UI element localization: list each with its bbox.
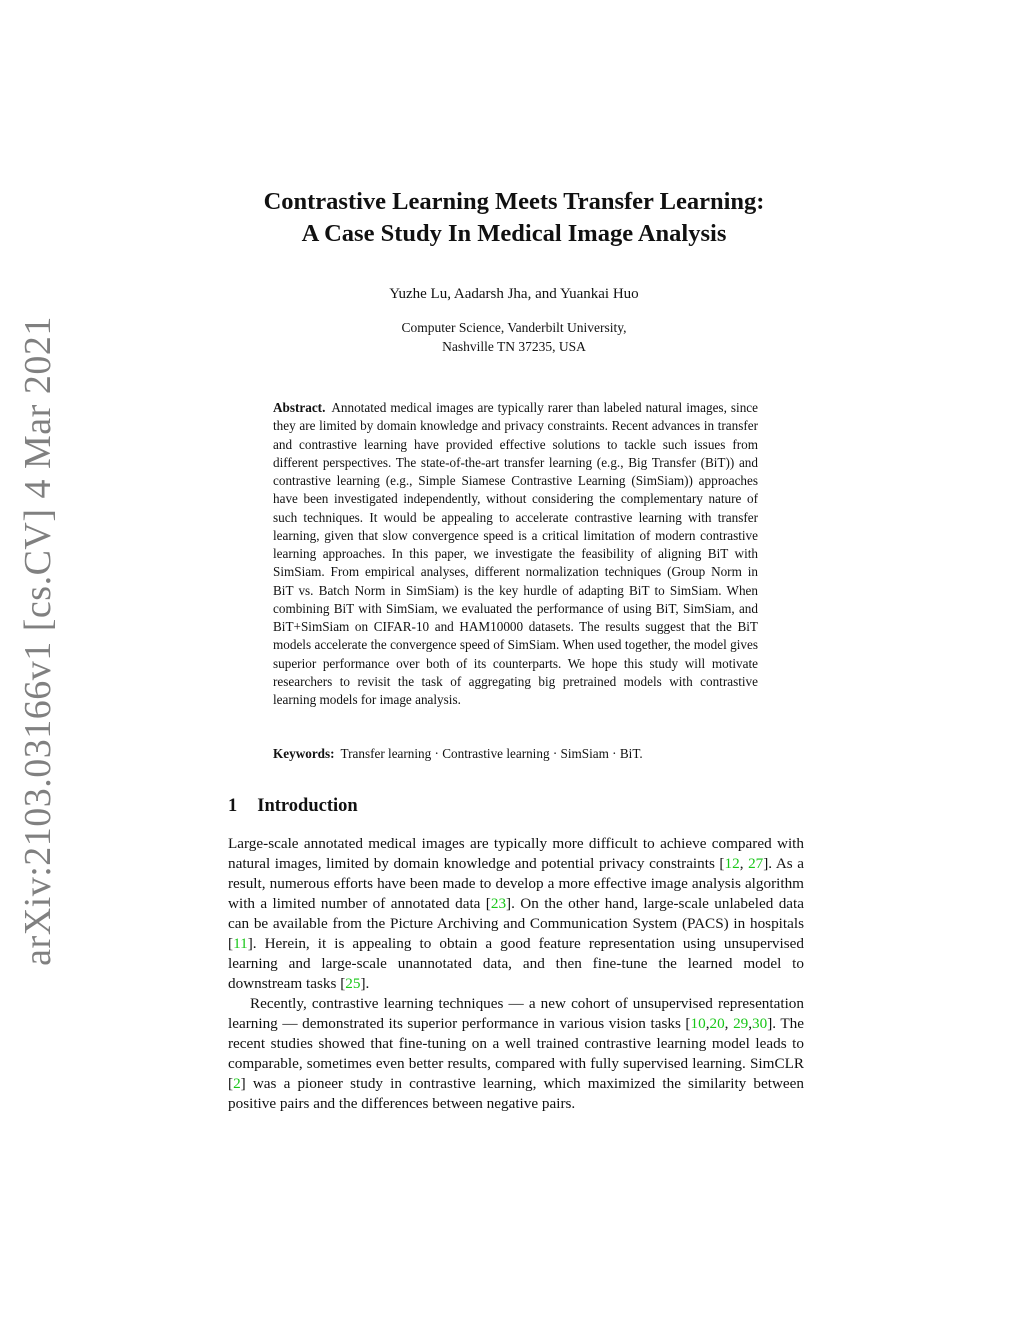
citation-link[interactable]: 27 <box>748 855 764 872</box>
text-span: ] was a pioneer study in contrastive learning, which maximized the similarity between positive pairs and the differences between negative pairs. <box>228 1075 804 1112</box>
citation-link[interactable]: 10 <box>690 1015 706 1032</box>
text-span: , <box>748 1015 753 1032</box>
title-line-2: A Case Study In Medical Image Analysis <box>301 220 727 247</box>
citation-link[interactable]: 29 <box>733 1015 749 1032</box>
body-text <box>228 834 804 1114</box>
section-number: 1 <box>228 796 238 816</box>
text-span: , <box>724 1015 734 1032</box>
arxiv-identifier: arXiv:2103.03166v1 [cs.CV] 4 Mar 2021 <box>17 316 60 966</box>
paragraph-2 <box>228 994 804 1114</box>
citation-link[interactable]: 25 <box>345 975 361 992</box>
citation-link[interactable]: 30 <box>752 1015 768 1032</box>
abstract <box>273 399 758 709</box>
text-span: , <box>705 1015 710 1032</box>
arxiv-stamp <box>10 316 66 966</box>
section-title: Introduction <box>257 796 358 816</box>
citation-link[interactable]: 12 <box>724 855 740 872</box>
keywords-label: Keywords: <box>273 746 335 761</box>
section-heading <box>228 794 358 818</box>
text-span: ]. As a result, numerous efforts have been made to develop a more effective image analysis algorithm with a limited number of annotated data [ <box>228 855 805 912</box>
affiliation <box>200 318 828 356</box>
affiliation-line-2: Nashville TN 37235, USA <box>442 339 586 354</box>
text-span: Recently, contrastive learning techniques — a new cohort of unsupervised representation learning — demonstrated its superior performance in various vision tasks [ <box>228 995 804 1032</box>
paper-title <box>200 186 828 250</box>
citation-link[interactable]: 2 <box>233 1075 241 1092</box>
text-span: ]. Herein, it is appealing to obtain a good feature representation using unsupervised learning and large-scale unannotated data, and then fine-tune the learned model to downstream tasks [ <box>228 935 804 992</box>
text-span: ]. On the other hand, large-scale unlabeled data can be available from the Picture Archiving and Communication System (PACS) in hospitals [ <box>228 895 804 952</box>
keywords-text: Transfer learning · Contrastive learning · SimSiam · BiT. <box>340 746 643 761</box>
citation-link[interactable]: 23 <box>490 895 507 912</box>
authors: Yuzhe Lu, Aadarsh Jha, and Yuankai Huo <box>389 286 639 302</box>
paragraph-1 <box>228 834 804 994</box>
citation-link[interactable]: 11 <box>233 935 248 952</box>
abstract-text: Annotated medical images are typically rarer than labeled natural images, since they are limited by domain knowledge and privacy constraints. Recent advances in transfer and contrastive learning have provided effective solutions to tackle such issues from different perspectives. The state-of-the-art transfer learning (e.g., Big Transfer (BiT)) and contrastive learning (e.g., Simple Siamese Contrastive Learning (SimSiam)) approaches have been investigated independently, without considering the complementary nature of such techniques. It would be appealing to accelerate contrastive learning with transfer learning, given that slow convergence speed is a critical limitation of modern contrastive learning approaches. In this paper, we investigate the feasibility of aligning BiT with SimSiam. From empirical analyses, different normalization techniques (Group Norm in BiT vs. Batch Norm in SimSiam) is the key hurdle of adapting BiT to SimSiam. When combining BiT with SimSiam, we evaluated the performance of using BiT, SimSiam, and BiT+SimSiam on CIFAR-10 and HAM10000 datasets. The results suggest that the BiT models accelerate the convergence speed of SimSiam. When used together, the model gives superior performance over both of its counterparts. We hope this study will motivate researchers to revisit the task of aggregating big pretrained models with contrastive learning models for image analysis. <box>273 400 758 707</box>
text-span: ]. <box>360 975 370 992</box>
keywords <box>273 745 758 763</box>
citation-link[interactable]: 20 <box>709 1015 725 1032</box>
text-span: , <box>739 855 749 872</box>
text-span: Large-scale annotated medical images are typically more difficult to achieve compared with natural images, limited by domain knowledge and potential privacy constraints [ <box>228 835 804 872</box>
affiliation-line-1: Computer Science, Vanderbilt University, <box>401 320 627 335</box>
text-span: ]. The recent studies showed that fine-tuning on a well trained contrastive learning model leads to comparable, sometimes even better results, compared with fully supervised learning. SimCLR [ <box>228 1015 805 1092</box>
abstract-label: Abstract. <box>273 400 326 415</box>
title-line-1: Contrastive Learning Meets Transfer Learning: <box>263 188 765 215</box>
